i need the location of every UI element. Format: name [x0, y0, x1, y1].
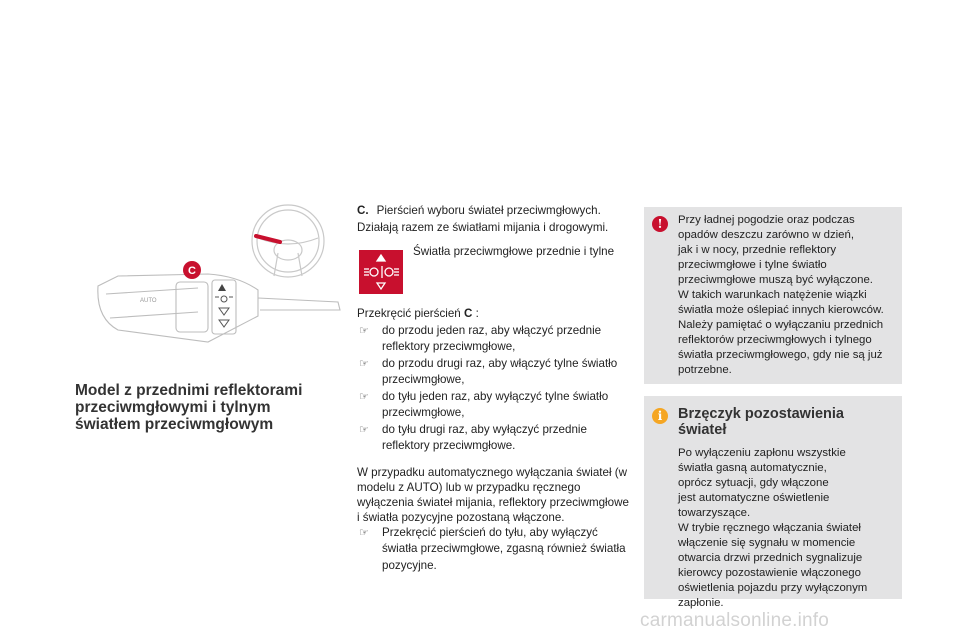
list-item: ☞ do tyłu drugi raz, aby wyłączyć przednie reflektory przeciwmgłowe. — [359, 422, 587, 452]
heading-line-2: przeciwmgłowymi i tylnym — [75, 399, 271, 416]
list-item: ☞ do przodu drugi raz, aby włączyć tylne światło przeciwmgłowe, — [359, 356, 618, 386]
fog-arrow-down-icon — [219, 308, 229, 315]
stalk-drawing — [88, 198, 350, 346]
fog-arrow-down-2-icon — [219, 320, 229, 327]
fog-lights-row — [357, 244, 633, 298]
info-icon: i — [652, 408, 668, 424]
pointing-hand-icon: ☞ — [359, 324, 369, 337]
pointing-hand-icon: ☞ — [359, 526, 369, 539]
pointing-hand-icon: ☞ — [359, 357, 369, 370]
turn-ring-letter: C — [463, 307, 473, 320]
watermark: carmanualsonline.info — [640, 610, 830, 631]
auto-off-list — [357, 525, 633, 575]
pointing-hand-icon: ☞ — [359, 390, 369, 403]
fog-arrow-up-icon — [218, 284, 226, 291]
auto-off-paragraph: W przypadku automatycznego wyłączania świateł (w modelu z AUTO) lub w przypadku ręcznego wyłączenia świateł mijania, reflektory przeciwmgłowe i światła pozycyjne pozostaną włączone. — [357, 465, 629, 524]
turn-prefix: Przekręcić pierścień — [357, 307, 464, 320]
instructions-column — [357, 203, 633, 574]
front-rear-fog-lights-icon — [359, 250, 403, 294]
callout-c-letter: C — [188, 265, 196, 277]
heading-line-3: światłem przeciwmgłowym — [75, 416, 274, 433]
warning-text: Przy ładnej pogodzie oraz podczas opadów deszczu zarówno w dzień, jak i w nocy, przednie reflektory przeciwmgłowe i tylne światło przeciwmgłowe muszą być wyłączone. W takich warunkach natężenie wiązki światła może oślepiać innych kierowców. Należy pamiętać o wyłączaniu przednich reflektorów przeciwmgłowych i tylnego światła przeciwmgłowego, gdy nie są już potrzebne. — [678, 214, 884, 376]
info-title: Brzęczyk pozostawienia świateł — [678, 406, 844, 438]
turn-instructions-list — [357, 323, 633, 455]
list-item: ☞ do tyłu jeden raz, aby wyłączyć tylne światło przeciwmgłowe, — [359, 389, 609, 419]
fog-lights-caption: Światła przeciwmgłowe przednie i tylne — [413, 245, 615, 258]
list-item: ☞ Przekręcić pierścień do tyłu, aby wyłączyć światła przeciwmgłowe, zgasną również światła pozycyjne. — [359, 525, 626, 572]
list-item: ☞ do przodu jeden raz, aby włączyć przednie reflektory przeciwmgłowe, — [359, 323, 602, 353]
turn-ring-intro — [357, 306, 633, 323]
info-text: Po wyłączeniu zapłonu wszystkie światła gasną automatycznie, oprócz sytuacji, gdy włączone jest automatyczne oświetlenie towarzyszące. W trybie ręcznego włączania świateł włączenie się sygnału w momencie otwarcia drzwi przednich sygnalizuje kierowcy pozostawienie włączonego oświetlenia pojazdu przy wyłączonym zapłonie. — [678, 447, 868, 609]
warning-box — [644, 207, 902, 384]
info-box — [644, 396, 902, 609]
turn-suffix: : — [472, 307, 479, 320]
warning-icon: ! — [652, 216, 668, 232]
ring-desc-text: Pierścień wyboru świateł przeciwmgłowych. Działają razem ze światłami mijania i drogowymi. — [357, 204, 609, 234]
steering-wheel-icon — [252, 205, 324, 277]
fog-symbol-icon — [215, 296, 233, 302]
ring-description — [357, 203, 633, 236]
ring-label: C. — [357, 204, 369, 217]
lighting-stalk-illustration — [88, 198, 350, 346]
section-heading — [75, 382, 345, 433]
stalk-auto-label: AUTO — [140, 298, 157, 304]
heading-line-1: Model z przednimi reflektorami — [75, 382, 303, 399]
pointing-hand-icon: ☞ — [359, 423, 369, 436]
